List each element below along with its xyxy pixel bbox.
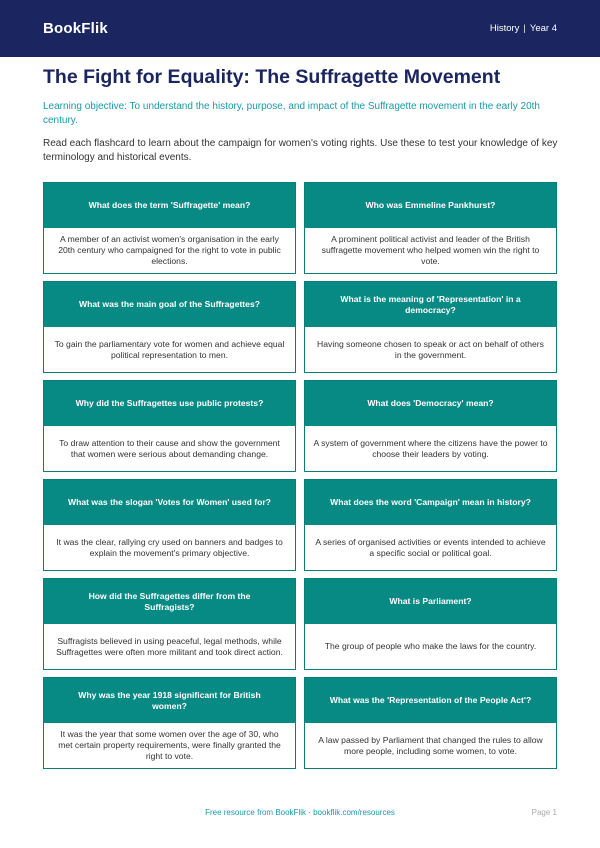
flashcard[interactable] bbox=[304, 380, 557, 472]
flashcard-question: How did the Suffragettes differ from the Suffragists? bbox=[44, 579, 295, 624]
breadcrumb-separator: | bbox=[523, 23, 526, 34]
flashcard-question: What does the word 'Campaign' mean in history? bbox=[305, 480, 556, 525]
flashcard[interactable] bbox=[304, 479, 557, 571]
flashcard[interactable] bbox=[304, 578, 557, 670]
flashcard[interactable] bbox=[43, 479, 296, 571]
flashcard[interactable] bbox=[304, 677, 557, 769]
flashcard-answer: To draw attention to their cause and show the government that women were serious about demanding change. bbox=[59, 437, 280, 459]
flashcard-answer: A law passed by Parliament that changed the rules to allow more people, including some women, to vote. bbox=[318, 734, 543, 756]
flashcard-answer: To gain the parliamentary vote for women and achieve equal political representation to men. bbox=[54, 338, 285, 360]
flashcard-answer: It was the year that some women over the age of 30, who met certain property requirements, were finally granted the right to vote. bbox=[58, 729, 281, 761]
page-title: The Fight for Equality: The Suffragette Movement bbox=[43, 66, 501, 88]
flashcard-question: What was the main goal of the Suffragettes? bbox=[44, 282, 295, 327]
flashcard-question: Why did the Suffragettes use public protests? bbox=[44, 381, 295, 426]
flashcard[interactable] bbox=[304, 182, 557, 274]
learning-objective: Learning objective: To understand the history, purpose, and impact of the Suffragette movement in the early 20th century. bbox=[43, 101, 540, 126]
flashcard-question: What is Parliament? bbox=[305, 579, 556, 624]
flashcard[interactable] bbox=[43, 182, 296, 274]
flashcard-question: What does the term 'Suffragette' mean? bbox=[44, 183, 295, 228]
page-number: Page 1 bbox=[531, 808, 557, 817]
flashcard-answer: Having someone chosen to speak or act on behalf of others in the government. bbox=[317, 338, 544, 360]
flashcard[interactable] bbox=[43, 281, 296, 373]
flashcard-answer: A member of an activist women's organisation in the early 20th century who campaigned for the right to vote in public elections. bbox=[58, 234, 281, 266]
flashcard-answer: The group of people who make the laws for the country. bbox=[324, 641, 537, 651]
footer-credit[interactable]: Free resource from BookFlik · bookflik.com/resources bbox=[205, 808, 395, 817]
flashcard-answer: It was the clear, rallying cry used on banners and badges to explain the movement's primary objective. bbox=[56, 536, 283, 558]
breadcrumb-year[interactable]: Year 4 bbox=[529, 23, 557, 34]
flashcard-answer: A system of government where the citizens have the power to choose their leaders by voting. bbox=[313, 437, 548, 459]
flashcard-grid bbox=[43, 182, 557, 769]
flashcard-answer: Suffragists believed in using peaceful, legal methods, while Suffragettes were often more militant and took direct action. bbox=[56, 635, 283, 657]
flashcard-question: Why was the year 1918 significant for British women? bbox=[44, 678, 295, 723]
flashcard[interactable] bbox=[43, 380, 296, 472]
flashcard-answer: A series of organised activities or events intended to achieve a specific social or political goal. bbox=[315, 536, 546, 558]
flashcard[interactable] bbox=[43, 677, 296, 769]
top-bar bbox=[0, 0, 600, 57]
breadcrumb bbox=[490, 23, 557, 34]
flashcard-answer: A prominent political activist and leader of the British suffragette movement who helped women win the right to vote. bbox=[321, 234, 540, 266]
breadcrumb-subject[interactable]: History bbox=[489, 23, 520, 34]
flashcard-question: Who was Emmeline Pankhurst? bbox=[305, 183, 556, 228]
flashcard[interactable] bbox=[304, 281, 557, 373]
flashcard-question: What is the meaning of 'Representation' in a democracy? bbox=[305, 282, 556, 327]
brand-logo[interactable]: BookFlik bbox=[43, 20, 108, 37]
flashcard-question: What was the 'Representation of the People Act'? bbox=[305, 678, 556, 723]
flashcard-question: What does 'Democracy' mean? bbox=[305, 381, 556, 426]
flashcard[interactable] bbox=[43, 578, 296, 670]
intro-text: Read each flashcard to learn about the campaign for women's voting rights. Use these to test your knowledge of key terminology and historical events. bbox=[43, 138, 558, 163]
flashcard-question: What was the slogan 'Votes for Women' used for? bbox=[44, 480, 295, 525]
